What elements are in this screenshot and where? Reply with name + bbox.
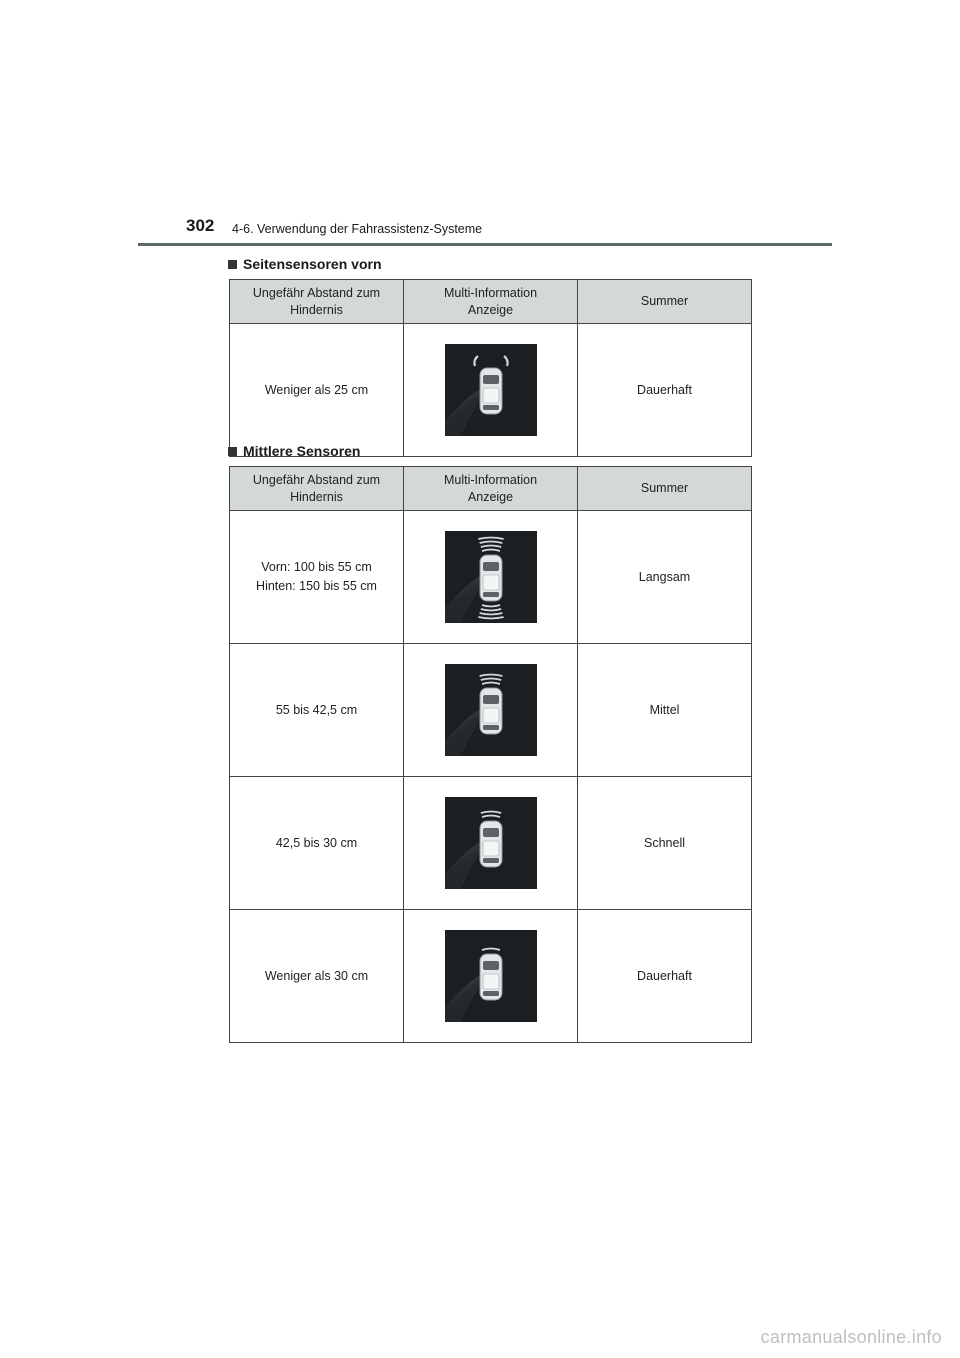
car-side-front-sensor-icon bbox=[445, 344, 537, 436]
square-bullet-icon bbox=[228, 260, 237, 269]
column-header-buzzer: Summer bbox=[578, 467, 752, 511]
display-cell bbox=[404, 644, 578, 777]
display-cell bbox=[404, 910, 578, 1043]
section-title: Seitensensoren vorn bbox=[243, 256, 382, 272]
display-cell bbox=[404, 324, 578, 457]
buzzer-cell: Schnell bbox=[578, 777, 752, 910]
column-header-distance: Ungefähr Abstand zum Hindernis bbox=[230, 280, 404, 324]
buzzer-cell: Dauerhaft bbox=[578, 910, 752, 1043]
buzzer-cell: Mittel bbox=[578, 644, 752, 777]
car-center-sensor-icon bbox=[445, 930, 537, 1022]
page-number: 302 bbox=[186, 216, 215, 235]
distance-cell: Weniger als 30 cm bbox=[230, 910, 404, 1043]
table-row bbox=[230, 324, 752, 457]
distance-cell: 55 bis 42,5 cm bbox=[230, 644, 404, 777]
table-center-sensors bbox=[229, 466, 752, 1043]
footer-watermark: carmanualsonline.info bbox=[760, 1327, 942, 1347]
buzzer-cell: Dauerhaft bbox=[578, 324, 752, 457]
distance-cell: Weniger als 25 cm bbox=[230, 324, 404, 457]
table-header-row bbox=[230, 280, 752, 324]
display-cell bbox=[404, 777, 578, 910]
column-header-distance: Ungefähr Abstand zum Hindernis bbox=[230, 467, 404, 511]
buzzer-cell: Langsam bbox=[578, 511, 752, 644]
table-row bbox=[230, 644, 752, 777]
table-header-row bbox=[230, 467, 752, 511]
car-center-sensor-icon bbox=[445, 531, 537, 623]
table-row bbox=[230, 511, 752, 644]
column-header-buzzer: Summer bbox=[578, 280, 752, 324]
car-center-sensor-icon bbox=[445, 664, 537, 756]
display-cell bbox=[404, 511, 578, 644]
distance-cell: 42,5 bis 30 cm bbox=[230, 777, 404, 910]
column-header-display: Multi-Information Anzeige bbox=[404, 467, 578, 511]
section-heading-center bbox=[228, 443, 360, 459]
section-title: Mittlere Sensoren bbox=[243, 443, 361, 459]
section-heading-side-front bbox=[228, 256, 382, 272]
square-bullet-icon bbox=[228, 447, 237, 456]
chapter-title: 4-6. Verwendung der Fahrassistenz-Systeme bbox=[232, 222, 483, 236]
header-rule bbox=[138, 243, 832, 246]
car-center-sensor-icon bbox=[445, 797, 537, 889]
table-row bbox=[230, 910, 752, 1043]
column-header-display: Multi-Information Anzeige bbox=[404, 280, 578, 324]
distance-cell: Vorn: 100 bis 55 cm Hinten: 150 bis 55 cm bbox=[230, 511, 404, 644]
table-row bbox=[230, 777, 752, 910]
table-side-front-sensors bbox=[229, 279, 752, 457]
